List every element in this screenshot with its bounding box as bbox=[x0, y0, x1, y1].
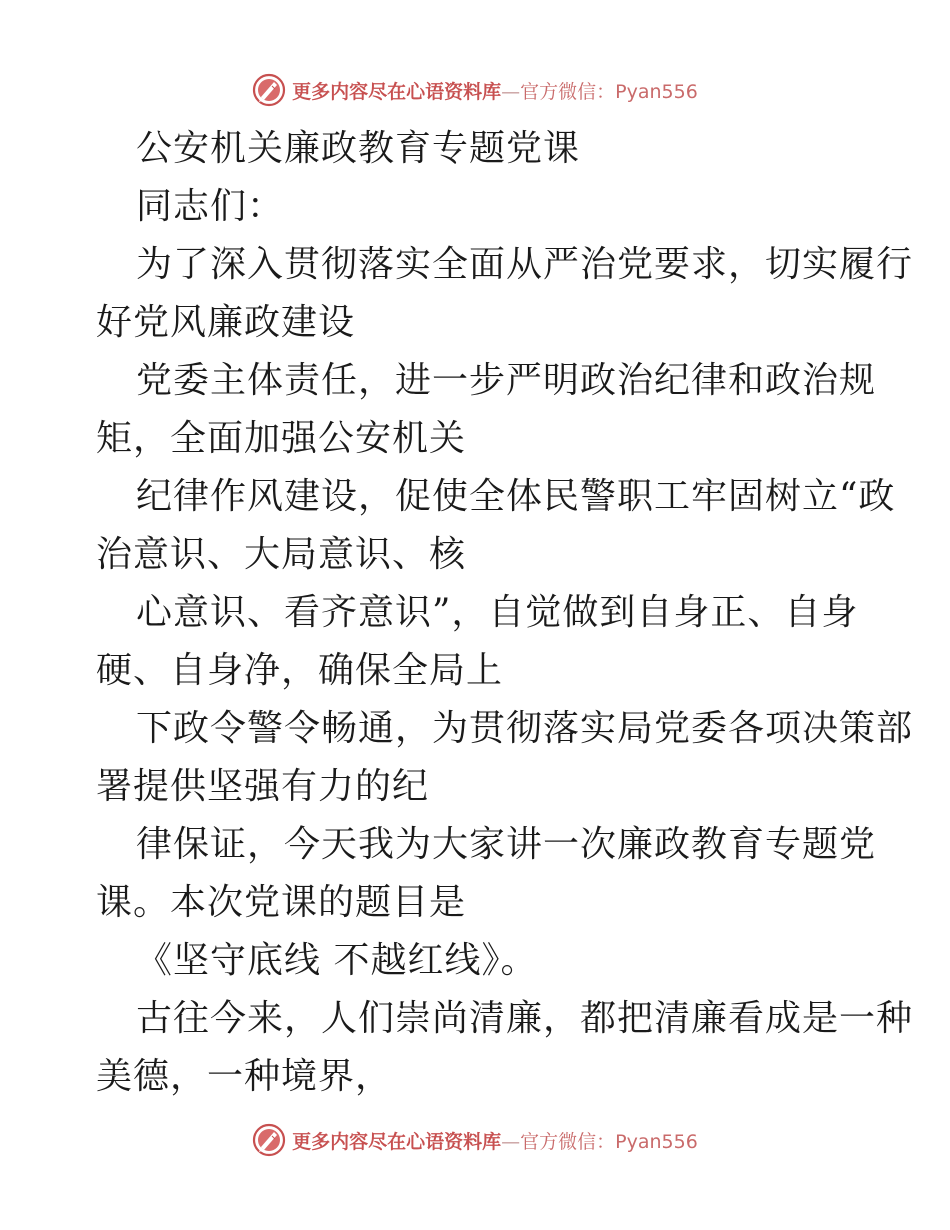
document-title: 公安机关廉政教育专题党课 bbox=[136, 128, 581, 169]
paragraph-line: 好党风廉政建设 bbox=[96, 302, 356, 343]
paragraph-line: 矩，全面加强公安机关 bbox=[96, 418, 467, 459]
salutation: 同志们： bbox=[136, 186, 285, 227]
watermark-header bbox=[0, 70, 950, 110]
paragraph-line: 美德，一种境界， bbox=[96, 1056, 393, 1097]
paragraph-line: 署提供坚强有力的纪 bbox=[96, 766, 430, 807]
watermark-text bbox=[292, 1127, 698, 1154]
watermark-brand: 更多内容尽在心语资料库 bbox=[292, 1130, 502, 1153]
watermark-contact: 官方微信：Pyan556 bbox=[520, 80, 698, 103]
paragraph-line: 古往今来，人们崇尚清廉，都把清廉看成是一种 bbox=[136, 998, 914, 1039]
pen-logo-icon bbox=[252, 1123, 286, 1157]
paragraph-line: 硬、自身净，确保全局上 bbox=[96, 650, 504, 691]
watermark-footer bbox=[0, 1120, 950, 1160]
watermark-contact: 官方微信：Pyan556 bbox=[520, 1130, 698, 1153]
paragraph-line: 律保证，今天我为大家讲一次廉政教育专题党 bbox=[136, 824, 877, 865]
watermark-brand: 更多内容尽在心语资料库 bbox=[292, 80, 502, 103]
paragraph-line: 课。本次党课的题目是 bbox=[96, 882, 467, 923]
paragraph-line: 下政令警令畅通，为贯彻落实局党委各项决策部 bbox=[136, 708, 914, 749]
paragraph-line: 心意识、看齐意识”，自觉做到自身正、自身 bbox=[136, 592, 859, 633]
paragraph-line: 为了深入贯彻落实全面从严治党要求，切实履行 bbox=[136, 244, 914, 285]
paragraph-line: 纪律作风建设，促使全体民警职工牢固树立“政 bbox=[136, 476, 896, 517]
document-body bbox=[96, 120, 914, 1106]
watermark-separator: — bbox=[501, 1130, 521, 1153]
watermark-separator: — bbox=[501, 80, 521, 103]
watermark-text bbox=[292, 77, 698, 104]
paragraph-line: 治意识、大局意识、核 bbox=[96, 534, 467, 575]
paragraph-line: 党委主体责任，进一步严明政治纪律和政治规 bbox=[136, 360, 877, 401]
lesson-title: 《坚守底线 不越红线》。 bbox=[136, 940, 538, 981]
pen-logo-icon bbox=[252, 73, 286, 107]
